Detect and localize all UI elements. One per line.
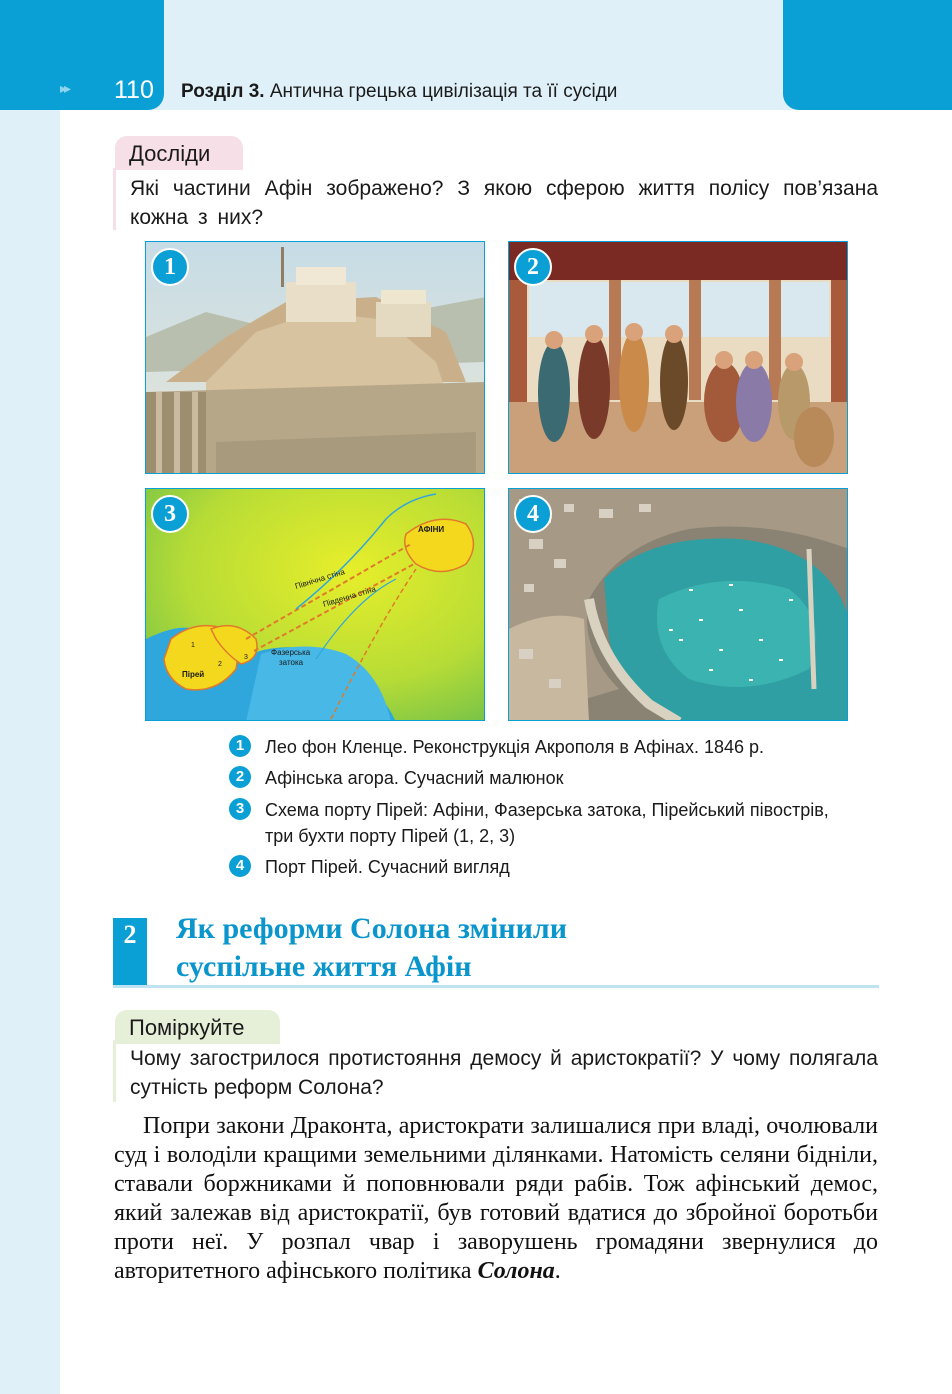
chapter-label: Розділ 3. bbox=[181, 81, 265, 102]
page-number: 110 bbox=[114, 76, 154, 104]
body-paragraph bbox=[114, 1112, 878, 1286]
chapter-heading bbox=[181, 81, 617, 103]
caption-number-badge: 3 bbox=[229, 798, 251, 820]
caption-text: Лео фон Кленце. Реконструкція Акрополя в Афінах. 1846 р. bbox=[265, 737, 764, 757]
acropolis-illustration bbox=[145, 241, 485, 474]
caption-text: Афінська агора. Сучасний малюнок bbox=[265, 768, 564, 788]
caption-number-badge: 1 bbox=[229, 735, 251, 757]
think-question: Чому загострилося протистояння демосу й аристократії? У чому полягала сутність реформ Солона? bbox=[130, 1047, 878, 1099]
think-bar bbox=[113, 1040, 116, 1102]
caption-number-badge: 4 bbox=[229, 855, 251, 877]
map-label-bay-line1: Фазерська bbox=[271, 648, 311, 657]
figure-3-badge: 3 bbox=[151, 495, 189, 533]
section-title bbox=[176, 910, 876, 986]
section-divider bbox=[113, 985, 879, 988]
emphasized-name: Солона bbox=[477, 1258, 555, 1284]
map-label-south-wall: Південна стіна bbox=[321, 584, 377, 609]
map-bay-2: 2 bbox=[218, 661, 222, 668]
piraeus-port-photo bbox=[508, 488, 848, 721]
map-bay-3: 3 bbox=[244, 654, 248, 661]
map-label-north-wall: Північна стіна bbox=[293, 567, 346, 591]
explore-question: Які частини Афін зображено? З якою сферою життя полісу пов’язана кожна з них? bbox=[130, 177, 878, 229]
explore-tag: Досліди bbox=[115, 136, 243, 170]
body-text: Попри закони Драконта, аристократи залишалися при владі, очолювали суд і володіли кращими земельними ділянками. Натомість селяни бідніли, ставали боржниками й поповнювали ряди рабів. Тож афінський демос, який залежав від аристократії, був готовий вдатися до збройної боротьби проти неї. У розпал чвар і заворушень громадяни звернулися до авторитетного афінського політика bbox=[114, 1113, 878, 1284]
caption-text-line2: три бухти порту Пірей (1, 2, 3) bbox=[265, 826, 516, 846]
section-number: 2 bbox=[113, 918, 147, 986]
body-end: . bbox=[554, 1258, 561, 1284]
map-label-athens: АФІНИ bbox=[418, 525, 445, 534]
figure-4-badge: 4 bbox=[514, 495, 552, 533]
caption-number-badge: 2 bbox=[229, 766, 251, 788]
caption-text: Порт Пірей. Сучасний вигляд bbox=[265, 857, 510, 877]
agora-illustration bbox=[508, 241, 848, 474]
map-label-bay-line2: затока bbox=[279, 658, 304, 667]
piraeus-map bbox=[145, 488, 485, 721]
figure-2-badge: 2 bbox=[514, 248, 552, 286]
section-title-line2: суспільне життя Афін bbox=[176, 950, 472, 983]
double-arrow-icon: ▸▸ bbox=[60, 80, 69, 96]
corner-tab bbox=[783, 0, 952, 110]
chapter-title: Антична грецька цивілізація та її сусіди bbox=[269, 81, 618, 102]
figure-1-badge: 1 bbox=[151, 248, 189, 286]
page-margin-strip bbox=[0, 0, 60, 1394]
caption-text-line1: Схема порту Пірей: Афіни, Фазерська затока, Пірейський півострів, bbox=[265, 800, 829, 820]
think-tag: Поміркуйте bbox=[115, 1010, 280, 1044]
explore-bar bbox=[113, 168, 116, 230]
map-label-piraeus: Пірей bbox=[182, 670, 205, 679]
section-title-line1: Як реформи Солона змінили bbox=[176, 912, 567, 945]
map-bay-1: 1 bbox=[191, 642, 195, 649]
